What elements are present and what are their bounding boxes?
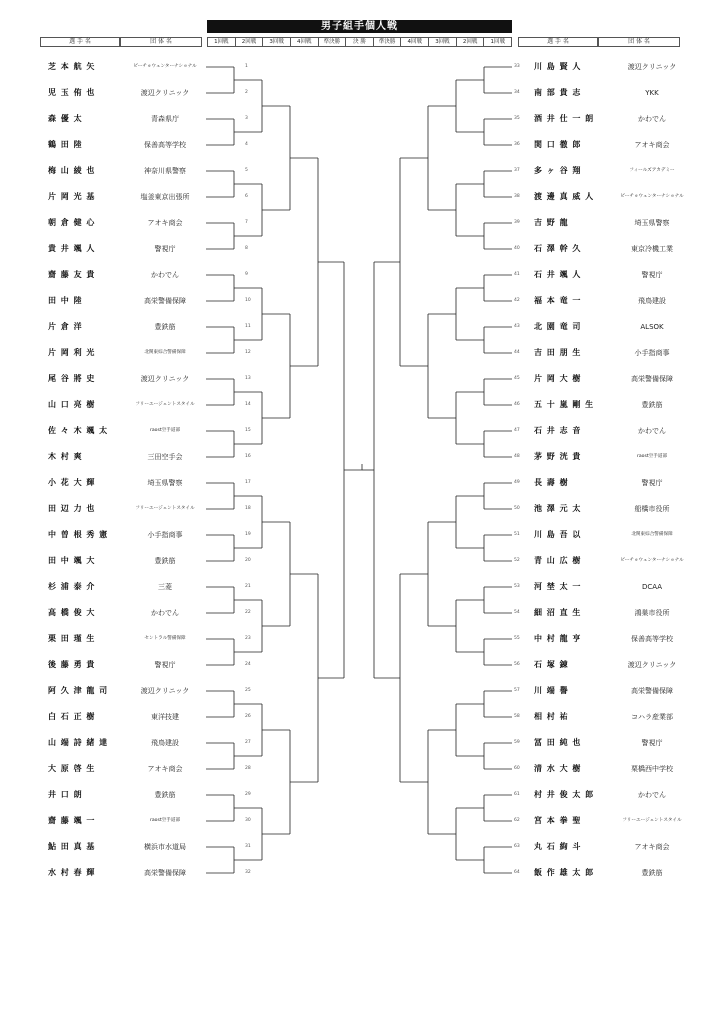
page-title: 男子組手個人戦: [207, 20, 512, 33]
team-name: 船橋市役所: [634, 505, 670, 513]
seed-number: 60: [514, 766, 520, 771]
seed-number: 8: [245, 246, 248, 251]
player-name: 川 島 賢 人: [534, 62, 582, 71]
team-name: raost空手道部: [149, 428, 181, 433]
player-name: 宮 本 拳 聖: [534, 816, 582, 825]
seed-number: 37: [514, 168, 520, 173]
seed-number: 53: [514, 584, 520, 589]
player-name: 池 澤 元 太: [534, 504, 582, 513]
seed-number: 62: [514, 818, 520, 823]
seed-number: 15: [245, 428, 251, 433]
player-name: 中 曽 根 秀 憲: [48, 530, 109, 539]
player-name: 福 本 竜 一: [534, 296, 582, 305]
seed-number: 47: [514, 428, 520, 433]
player-name: 河 埜 太 一: [534, 582, 582, 591]
team-name: フィールズアカデミー: [629, 168, 675, 173]
team-name: 北関東綜合警備保障: [144, 350, 186, 355]
player-name: 森 優 太: [48, 114, 83, 123]
round-label: 4回戦: [291, 38, 319, 46]
seed-number: 44: [514, 350, 520, 355]
player-name: 北 園 竜 司: [534, 322, 582, 331]
team-name: 保善高等学校: [631, 635, 673, 643]
round-label: 決 勝: [346, 38, 374, 46]
player-name: 山 口 亮 樹: [48, 400, 96, 409]
round-label: 3回戦: [263, 38, 291, 46]
player-name: 飯 作 雄 太 郎: [534, 868, 595, 877]
seed-number: 51: [514, 532, 520, 537]
seed-number: 11: [245, 324, 251, 329]
seed-number: 23: [245, 636, 251, 641]
seed-number: 1: [245, 64, 248, 69]
player-name: 冨 田 純 也: [534, 738, 582, 747]
team-name: 高栄警備保障: [144, 297, 186, 305]
seed-number: 10: [245, 298, 251, 303]
team-name: ビーチョウェンターナショナル: [620, 194, 684, 199]
seed-number: 22: [245, 610, 251, 615]
player-name: 梅 山 綾 也: [48, 166, 96, 175]
round-label: 1回戦: [490, 39, 505, 45]
round-label: 2回戦: [236, 38, 264, 46]
team-name: フリーエージェントスタイル: [135, 506, 195, 511]
team-name: 渡辺クリニック: [140, 375, 190, 383]
seed-number: 28: [245, 766, 251, 771]
team-name: 塩釜東京出張所: [140, 193, 190, 201]
team-name: 埼玉県警察: [634, 219, 670, 227]
team-name: raost空手道部: [636, 454, 668, 459]
player-name: 高 橋 俊 大: [48, 608, 96, 617]
team-name: 三菱: [158, 583, 172, 591]
seed-number: 49: [514, 480, 520, 485]
team-name: 小手指商事: [634, 349, 670, 357]
team-name: 東京冷機工業: [631, 245, 673, 253]
seed-number: 46: [514, 402, 520, 407]
team-name: 栗橋西中学校: [631, 765, 673, 773]
team-name: コハラ産業部: [631, 713, 673, 721]
seed-number: 20: [245, 558, 251, 563]
player-name: 阿 久 津 龍 司: [48, 686, 109, 695]
seed-number: 50: [514, 506, 520, 511]
seed-number: 40: [514, 246, 520, 251]
player-name: 村 井 俊 太 郎: [534, 790, 595, 799]
player-name: 片 岡 大 樹: [534, 374, 582, 383]
team-name: 横浜市水道局: [144, 843, 186, 851]
team-name: アオキ商会: [634, 141, 670, 149]
player-name: 丸 石 絢 斗: [534, 842, 582, 851]
player-name: 石 塚 錬: [534, 660, 569, 669]
team-name: 高栄警備保障: [631, 687, 673, 695]
seed-number: 34: [514, 90, 520, 95]
seed-number: 56: [514, 662, 520, 667]
player-name: 尾 谷 將 史: [48, 374, 96, 383]
seed-number: 36: [514, 142, 520, 147]
player-name: 小 花 大 輝: [48, 478, 96, 487]
team-name: 埼玉県警察: [147, 479, 183, 487]
player-name: 片 倉 洋: [48, 322, 83, 331]
seed-number: 58: [514, 714, 520, 719]
seed-number: 32: [245, 870, 251, 875]
player-name: 川 端 譽: [534, 686, 569, 695]
seed-number: 61: [514, 792, 520, 797]
seed-number: 7: [245, 220, 248, 225]
seed-number: 64: [514, 870, 520, 875]
player-name: 南 部 貴 志: [534, 88, 582, 97]
seed-number: 41: [514, 272, 520, 277]
player-name: 五 十 嵐 剛 生: [534, 400, 595, 409]
seed-number: 59: [514, 740, 520, 745]
player-name: 渡 邊 真 威 人: [534, 192, 595, 201]
team-name: ビーチョウェンターナショナル: [133, 64, 197, 69]
team-name: かわでん: [151, 271, 179, 279]
team-name: ALSOK: [640, 323, 664, 331]
team-name: 高栄警備保障: [144, 869, 186, 877]
team-name: 小手指商事: [147, 531, 183, 539]
seed-number: 30: [245, 818, 251, 823]
player-name: 大 原 啓 生: [48, 764, 96, 773]
player-name: 後 藤 勇 貴: [48, 660, 96, 669]
player-name: 関 口 徹 郎: [534, 140, 582, 149]
left-name-header: 選 手 名: [40, 37, 120, 47]
player-name: 清 水 大 樹: [534, 764, 582, 773]
team-name: 高栄警備保障: [631, 375, 673, 383]
team-name: アオキ商会: [634, 843, 670, 851]
player-name: 朝 倉 健 心: [48, 218, 96, 227]
seed-number: 33: [514, 64, 520, 69]
seed-number: 16: [245, 454, 251, 459]
team-name: セントラル警備保障: [144, 636, 186, 641]
player-name: 田 中 颯 大: [48, 556, 96, 565]
team-name: 渡辺クリニック: [627, 63, 677, 71]
player-name: 細 沼 直 生: [534, 608, 582, 617]
seed-number: 29: [245, 792, 251, 797]
team-name: 飛鳥建設: [151, 739, 179, 747]
player-name: 相 村 祐: [534, 712, 569, 721]
player-name: 石 澤 幹 久: [534, 244, 582, 253]
seed-number: 52: [514, 558, 520, 563]
team-name: かわでん: [638, 427, 666, 435]
seed-number: 39: [514, 220, 520, 225]
seed-number: 12: [245, 350, 251, 355]
seed-number: 45: [514, 376, 520, 381]
player-name: 栗 田 瑾 生: [48, 634, 96, 643]
player-name: 井 口 朗: [48, 790, 83, 799]
player-name: 山 端 詩 緒 達: [48, 738, 109, 747]
seed-number: 43: [514, 324, 520, 329]
round-label: 準決勝: [319, 38, 347, 46]
seed-number: 55: [514, 636, 520, 641]
player-name: 長 壽 樹: [534, 478, 569, 487]
team-name: 渡辺クリニック: [627, 661, 677, 669]
round-label: 4回戦: [401, 38, 429, 46]
seed-number: 27: [245, 740, 251, 745]
seed-number: 3: [245, 116, 248, 121]
seed-number: 2: [245, 90, 248, 95]
seed-number: 38: [514, 194, 520, 199]
team-name: raost空手道部: [149, 818, 181, 823]
seed-number: 57: [514, 688, 520, 693]
team-name: 北関東綜合警備保障: [631, 532, 673, 537]
player-name: 青 山 広 樹: [534, 556, 582, 565]
seed-number: 63: [514, 844, 520, 849]
team-name: 豊鉄筋: [154, 323, 176, 331]
player-name: 田 中 陸: [48, 296, 83, 305]
player-name: 吉 田 朋 生: [534, 348, 582, 357]
player-name: 水 村 春 輝: [48, 868, 96, 877]
seed-number: 14: [245, 402, 251, 407]
seed-number: 19: [245, 532, 251, 537]
player-name: 川 島 吾 以: [534, 530, 582, 539]
seed-number: 9: [245, 272, 248, 277]
team-name: フリーエージェントスタイル: [135, 402, 195, 407]
player-name: 木 村 爽: [48, 452, 83, 461]
right-name-header: 選 手 名: [518, 37, 598, 47]
team-name: 警視庁: [641, 271, 663, 279]
team-name: かわでん: [151, 609, 179, 617]
team-name: 保善高等学校: [144, 141, 186, 149]
player-name: 片 岡 利 光: [48, 348, 96, 357]
seed-number: 48: [514, 454, 520, 459]
team-name: 豊鉄筋: [154, 791, 176, 799]
player-name: 吉 野 龍: [534, 218, 569, 227]
player-name: 酒 井 仕 一 朗: [534, 114, 595, 123]
seed-number: 17: [245, 480, 251, 485]
team-name: 渡辺クリニック: [140, 89, 190, 97]
seed-number: 5: [245, 168, 248, 173]
player-name: 杉 浦 泰 介: [48, 582, 96, 591]
team-name: アオキ商会: [147, 765, 183, 773]
left-team-header: 団 体 名: [120, 37, 202, 47]
team-name: 警視庁: [154, 245, 176, 253]
player-name: 児 玉 侑 也: [48, 88, 96, 97]
round-label: 3回戦: [429, 38, 457, 46]
player-name: 片 岡 光 基: [48, 192, 96, 201]
team-name: 飛鳥建設: [638, 297, 666, 305]
team-name: 青森県庁: [151, 115, 179, 123]
team-name: YKK: [645, 89, 659, 97]
team-name: かわでん: [638, 791, 666, 799]
seed-number: 31: [245, 844, 251, 849]
player-name: 鮎 田 真 基: [48, 842, 96, 851]
player-name: 芝 本 航 矢: [48, 62, 96, 71]
team-name: 渡辺クリニック: [140, 687, 190, 695]
round-label: 2回戦: [457, 38, 485, 46]
team-name: フリーエージェントスタイル: [622, 818, 682, 823]
player-name: 鶴 田 陸: [48, 140, 83, 149]
player-name: 田 辺 力 也: [48, 504, 96, 513]
team-name: 三田空手会: [147, 453, 183, 461]
seed-number: 13: [245, 376, 251, 381]
team-name: 豊鉄筋: [154, 557, 176, 565]
player-name: 石 井 颯 人: [534, 270, 582, 279]
seed-number: 25: [245, 688, 251, 693]
team-name: 東洋技建: [151, 713, 179, 721]
team-name: アオキ商会: [147, 219, 183, 227]
team-name: 鴻巣市役所: [634, 609, 670, 617]
seed-number: 4: [245, 142, 248, 147]
team-name: かわでん: [638, 115, 666, 123]
player-name: 多 ヶ 谷 翔: [534, 166, 582, 175]
team-name: 豊鉄筋: [641, 869, 663, 877]
seed-number: 26: [245, 714, 251, 719]
team-name: DCAA: [641, 583, 663, 591]
team-name: 警視庁: [641, 479, 663, 487]
team-name: ビーチョウェンターナショナル: [620, 558, 684, 563]
round-label: 準決勝: [374, 38, 402, 46]
player-name: 白 石 正 樹: [48, 712, 96, 721]
seed-number: 54: [514, 610, 520, 615]
team-name: 豊鉄筋: [641, 401, 663, 409]
player-name: 齋 藤 颯 一: [48, 816, 96, 825]
seed-number: 6: [245, 194, 248, 199]
player-name: 貴 井 颯 人: [48, 244, 96, 253]
player-name: 石 井 志 音: [534, 426, 582, 435]
seed-number: 42: [514, 298, 520, 303]
team-name: 警視庁: [154, 661, 176, 669]
player-name: 佐 々 木 颯 太: [48, 426, 109, 435]
team-name: 警視庁: [641, 739, 663, 747]
round-label: 1回戦: [208, 38, 236, 46]
seed-number: 21: [245, 584, 251, 589]
team-name: 神奈川県警察: [144, 167, 186, 175]
seed-number: 24: [245, 662, 251, 667]
seed-number: 35: [514, 116, 520, 121]
player-name: 中 村 龍 亨: [534, 634, 582, 643]
player-name: 齋 藤 友 貴: [48, 270, 96, 279]
seed-number: 18: [245, 506, 251, 511]
player-name: 茅 野 洸 貴: [534, 452, 582, 461]
right-team-header: 団 体 名: [598, 37, 680, 47]
